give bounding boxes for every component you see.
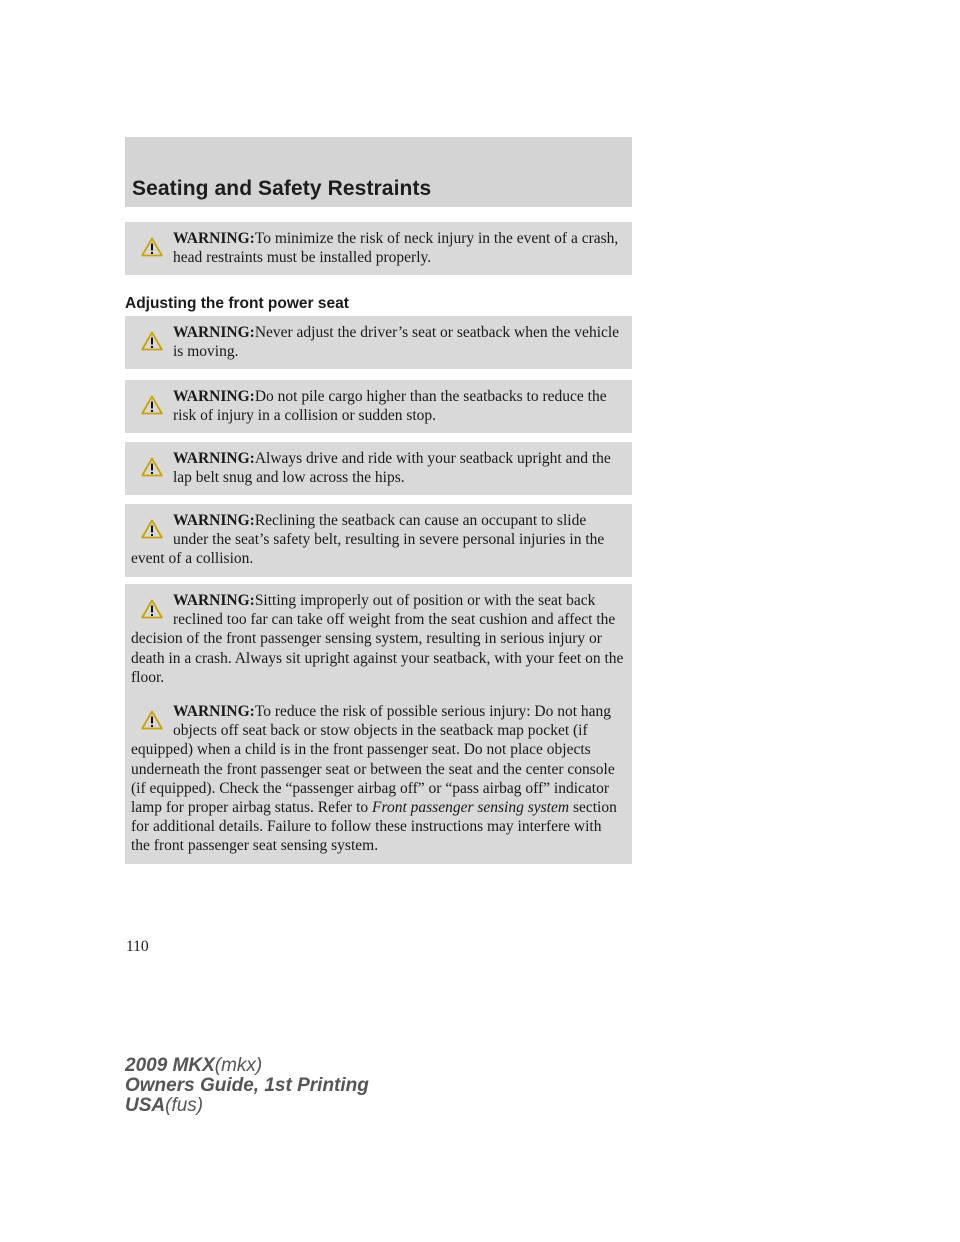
footer-line: Owners Guide, 1st Printing bbox=[125, 1075, 369, 1096]
warning-label: WARNING: bbox=[173, 388, 255, 405]
warning-box bbox=[125, 442, 632, 495]
warning-text: section for additional details. Failure to follow these instructions may interfere with the front passenger seat sensing system. bbox=[131, 799, 617, 855]
footer-line bbox=[125, 1096, 369, 1116]
warning-triangle-icon bbox=[131, 331, 171, 361]
footer-line bbox=[125, 1056, 369, 1076]
warning-label: WARNING: bbox=[173, 450, 255, 467]
warning-box bbox=[125, 584, 632, 695]
warning-text: Never adjust the driver’s seat or seatback when the vehicle is moving. bbox=[173, 324, 620, 361]
warning-text: Reclining the seatback can cause an occupant to slide under the seat’s safety belt, resulting in severe personal injuries in the event of a collision. bbox=[131, 512, 605, 568]
warning-label: WARNING: bbox=[173, 703, 255, 720]
warning-text: Do not pile cargo higher than the seatbacks to reduce the risk of injury in a collision or sudden stop. bbox=[173, 388, 607, 425]
warning-box bbox=[125, 695, 632, 864]
warning-triangle-icon bbox=[131, 710, 171, 740]
warning-text: To reduce the risk of possible serious injury: Do not hang objects off seat back or stow objects in the seatback map pocket (if equipped) when a child is in the front passenger seat. Do not place objects underneath the front passenger seat or between the seat and the center console (if equipped). Check the “passenger airbag off” or “pass airbag off” indicator lamp for proper airbag status. Refer to bbox=[131, 703, 615, 817]
warning-box bbox=[125, 380, 632, 433]
page-number: 110 bbox=[126, 938, 149, 955]
warning-label: WARNING: bbox=[173, 230, 255, 247]
warning-text: To minimize the risk of neck injury in the event of a crash, head restraints must be installed properly. bbox=[173, 230, 619, 267]
warning-triangle-icon bbox=[131, 395, 171, 425]
cross-reference: Front passenger sensing system bbox=[372, 799, 570, 817]
footer-model-code: (mkx) bbox=[214, 1055, 263, 1076]
warning-box bbox=[125, 316, 632, 369]
warning-triangle-icon bbox=[131, 519, 171, 549]
section-title: Seating and Safety Restraints bbox=[132, 177, 432, 200]
warning-text: Sitting improperly out of position or with the seat back reclined too far can take off weight from the seat cushion and affect the decision of the front passenger sensing system, resulting in serious injury or death in a crash. Always sit upright against your seatback, with your feet on the floor. bbox=[131, 592, 624, 686]
warning-triangle-icon bbox=[131, 457, 171, 487]
warning-triangle-icon bbox=[131, 599, 171, 629]
warning-label: WARNING: bbox=[173, 512, 255, 529]
warning-box bbox=[125, 222, 632, 275]
warning-box bbox=[125, 504, 632, 577]
footer-model: 2009 MKX bbox=[125, 1055, 215, 1076]
warning-label: WARNING: bbox=[173, 324, 255, 341]
footer-market-code: (fus) bbox=[165, 1095, 204, 1116]
warning-text: Always drive and ride with your seatback upright and the lap belt snug and low across the hips. bbox=[173, 450, 611, 487]
warning-label: WARNING: bbox=[173, 592, 255, 609]
section-header bbox=[125, 137, 632, 207]
footer bbox=[125, 1056, 369, 1116]
footer-market: USA bbox=[125, 1095, 166, 1116]
subheading: Adjusting the front power seat bbox=[125, 295, 349, 312]
warning-triangle-icon bbox=[131, 237, 171, 267]
